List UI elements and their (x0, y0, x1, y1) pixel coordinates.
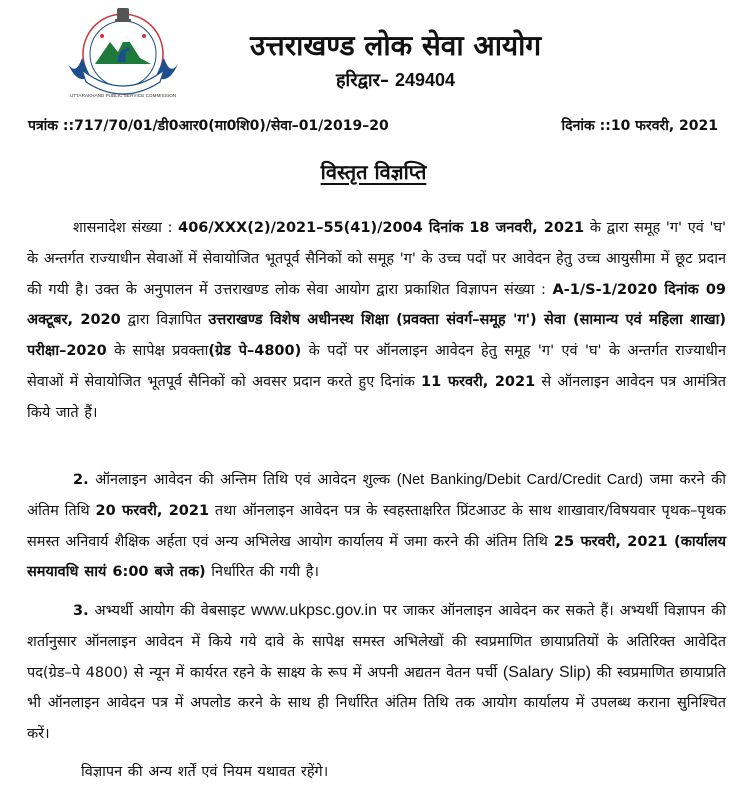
organization-name: उत्तराखण्ड लोक सेवा आयोग (250, 29, 542, 62)
p2-text: जमा करने की अंतिम तिथि (27, 472, 726, 519)
p1-text: के पदों पर ऑनलाइन आवेदन हेतु समूह 'ग' एवं 'घ' के अन्तर्गत राज्याधीन सेवाओं में सेवायोजित भूतपूर्व सैनिकों को अवसर प्रदान करते हुए दिनांक (27, 343, 726, 390)
letter-number: पत्रांक ::717/70/01/डी0आर0(मा0शि0)/सेवा–01/2019–20 (28, 118, 389, 134)
p1-text: से ऑनलाइन आवेदन पत्र आमंत्रित किये जाते हैं। (27, 373, 726, 421)
city: हरिद्वार– (336, 70, 389, 91)
advertisement-number: A-1/S-1/2020 दिनांक 09 अक्टूबर, 2020 (27, 281, 726, 329)
paragraph-number: 3. (73, 603, 89, 619)
paragraph-3 (27, 596, 726, 750)
grade-pay: (ग्रेड पे–4800) (208, 343, 302, 360)
emblem-caption: UTTARAKHAND PUBLIC SERVICE COMMISSION (69, 93, 177, 98)
letter-date: दिनांक ::10 फरवरी, 2021 (561, 118, 718, 134)
p1-text: के सापेक्ष प्रवक्ता (106, 343, 209, 360)
website-link[interactable]: www.ukpsc.gov.in (251, 602, 377, 619)
application-open-date: 11 फरवरी, 2021 (421, 373, 536, 390)
p2-text: तथा ऑनलाइन आवेदन पत्र के स्वहस्ताक्षरित प्रिंटआउट के साथ शाखावार/विषयवार पृथक–पृथक समस्त अनिवार्य शैक्षिक अर्हता एवं अन्य अभिलेख आयोग कार्यालय में जमा करने की अंतिम तिथि (27, 502, 726, 550)
closing-note (27, 757, 726, 788)
payment-modes: (Net Banking/Debit Card/Credit Card) (396, 472, 643, 488)
ukpsc-emblem-icon (62, 6, 184, 98)
title-text: विस्तृत विज्ञप्ति (320, 160, 427, 184)
paragraph-2 (27, 465, 726, 588)
p1-text: शासनादेश संख्या : (73, 220, 179, 236)
p1-text: द्वारा विज्ञापित (120, 312, 209, 329)
p3-text: की स्वप्रमाणित छायाप्रति भी ऑनलाइन आवेदन पत्र में अपलोड करने के साथ ही निर्धारित अंतिम तिथि तक आयोग कार्यालय में उपलब्ध कराना सुनिश्चित करें। (27, 664, 726, 743)
exam-name: उत्तराखण्ड विशेष अधीनस्थ शिक्षा (प्रवक्ता संवर्ग–समूह 'ग') सेवा (सामान्य एवं महिला शाखा) परीक्षा–2020 (27, 312, 726, 360)
paragraph-1 (27, 213, 726, 429)
document-title (0, 158, 747, 185)
p1-text: के द्वारा समूह 'ग' एवं 'घ' के अन्तर्गत राज्याधीन सेवाओं में सेवायोजित भूतपूर्व सैनिकों को समूह 'ग' के उच्च पदों पर आवेदन हेतु उच्च आयुसीमा में छूट प्रदान की गयी है। उक्त के अनुपालन में उत्तराखण्ड लोक सेवा आयोग द्वारा प्रकाशित विज्ञापन संख्या : (27, 220, 727, 298)
document-submission-date: 25 फरवरी, 2021 (कार्यालय समयावधि सायं 6:00 बजे तक) (27, 533, 726, 581)
p2-text: निर्धारित की गयी है। (205, 564, 319, 581)
letterhead (0, 0, 747, 112)
p3-text: अभ्यर्थी आयोग की वेबसाइट (88, 603, 251, 619)
p2-text: ऑनलाइन आवेदन की अन्तिम तिथि एवं आवेदन शुल्क (88, 472, 397, 488)
go-number: 406/XXX(2)/2021–55(41)/2004 दिनांक 18 जनवरी, 2021 (178, 220, 585, 236)
salary-slip: (Salary Slip) (502, 663, 592, 681)
p3-text: पर जाकर ऑनलाइन आवेदन कर सकते हैं। अभ्यर्थी विज्ञापन की शर्तानुसार ऑनलाइन आवेदन में किये गये दावे के सापेक्ष समस्त अभिलेखों की स्वप्रमाणित छायाप्रतियों के अतिरिक्त आवेदित पद(ग्रेड–पे 4800) से न्यून में कार्यरत रहने के साक्ष्य के रूप में अपनी अद्यतन वेतन पर्ची (27, 603, 726, 681)
closing-text: विज्ञापन की अन्य शर्तें एवं नियम यथावत रहेंगे। (81, 764, 329, 780)
organization-address (336, 68, 455, 92)
pincode: 249404 (394, 70, 456, 90)
fee-last-date: 20 फरवरी, 2021 (95, 502, 210, 519)
paragraph-number: 2. (73, 472, 89, 488)
